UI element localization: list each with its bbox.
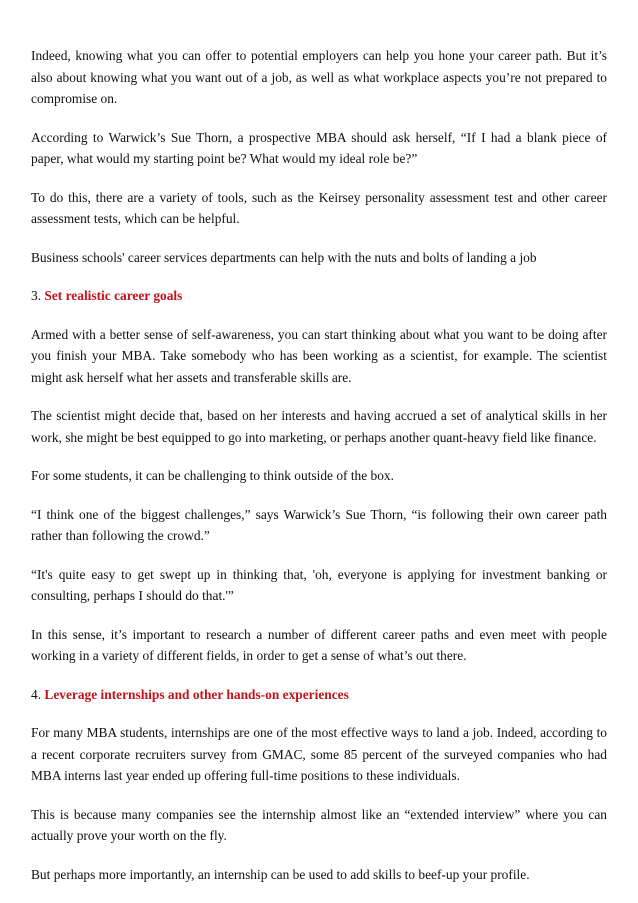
section-heading-3 (31, 285, 607, 307)
paragraph-biggest-challenges: “I think one of the biggest challenges,” says Warwick’s Sue Thorn, “is following their own career path rather than following the crowd.” (31, 506, 607, 543)
paragraph-scientist-example: The scientist might decide that, based on her interests and having accrued a set of analytical skills in her work, she might be best equipped to go into marketing, or perhaps another quant-heavy field like finance. (31, 408, 607, 445)
paragraph-extended-interview: This is because many companies see the internship almost like an “extended interview” where you can actually prove your worth on the fly. (31, 806, 607, 843)
paragraph-think-outside-box: For some students, it can be challenging to think outside of the box. (31, 468, 394, 483)
section-title: Set realistic career goals (44, 288, 183, 303)
paragraph-career-services: Business schools' career services departments can help with the nuts and bolts of landing a job (31, 249, 537, 265)
section-title: Leverage internships and other hands-on experiences (44, 686, 349, 702)
paragraph-beef-up-profile: But perhaps more importantly, an internship can be used to add skills to beef-up your profile. (31, 866, 530, 882)
paragraph-assessment-tools: To do this, there are a variety of tools, such as the Keirsey personality assessment test and other career assessment tests, which can be helpful. (31, 189, 607, 226)
paragraph-self-knowledge: Indeed, knowing what you can offer to potential employers can help you hone your career path. But it’s also about knowing what you want out of a job, as well as what workplace aspects you’re not prepared to compromise on. (31, 48, 607, 106)
paragraph-swept-up: “It's quite easy to get swept up in thinking that, 'oh, everyone is applying for investment banking or consulting, perhaps I should do that.'” (31, 566, 607, 603)
paragraph-sue-thorn-quote: According to Warwick’s Sue Thorn, a prospective MBA should ask herself, “If I had a blank piece of paper, what would my starting point be? What would my ideal role be?” (31, 129, 607, 166)
paragraph-self-awareness: Armed with a better sense of self-awareness, you can start thinking about what you want to be doing after you finish your MBA. Take somebody who has been working as a scientist, for example. The scientist might ask herself what her assets and transferable skills are. (31, 326, 607, 385)
section-heading-4 (31, 684, 607, 706)
section-number: 3. (31, 288, 42, 303)
paragraph-research-paths: In this sense, it’s important to research a number of different career paths and even meet with people working in a variety of different fields, in order to get a sense of what’s out there. (31, 626, 607, 663)
paragraph-internships-gmac: For many MBA students, internships are one of the most effective ways to land a job. Indeed, according to a recent corporate recruiters survey from GMAC, some 85 percent of the surveyed companies who had MBA interns last year ended up offering full-time positions to these individuals. (31, 725, 607, 783)
section-number: 4. (31, 686, 42, 702)
